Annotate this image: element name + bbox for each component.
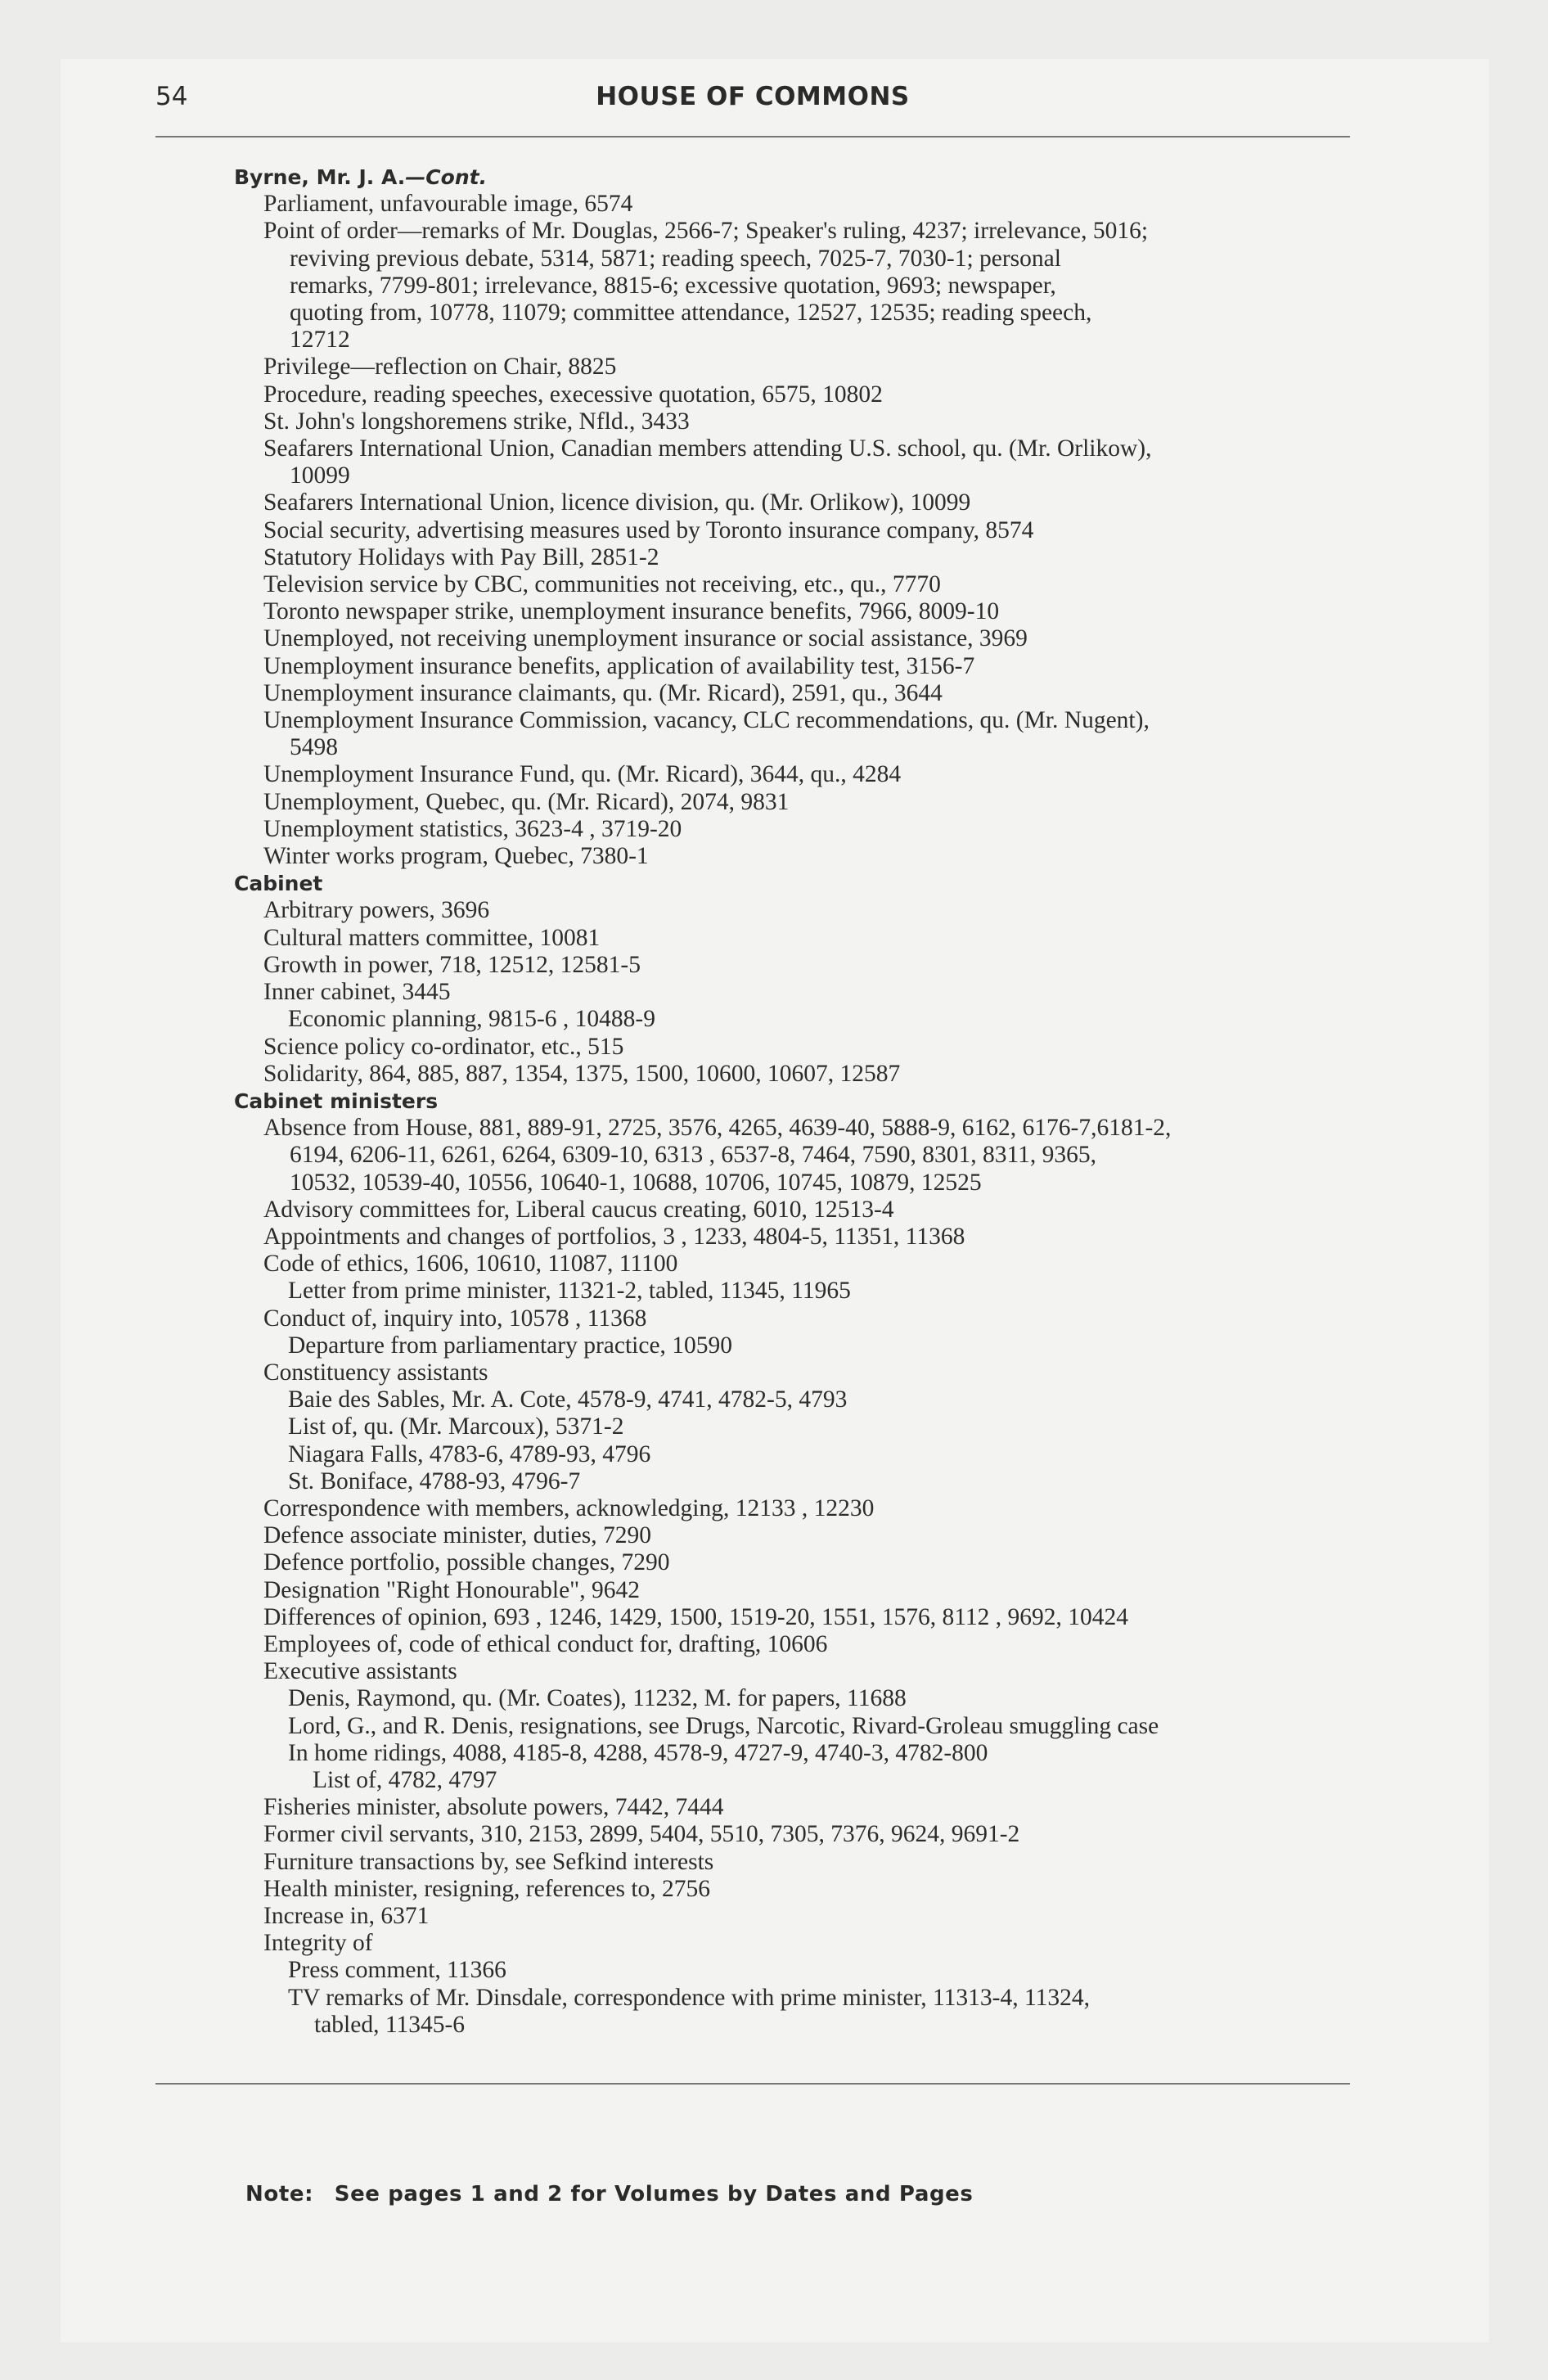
index-entry: [245, 571, 1366, 598]
index-entry: [245, 191, 1366, 218]
entry-line: Toronto newspaper strike, unemployment insurance benefits, 7966, 8009-10: [263, 598, 1000, 625]
entry-line: St. Boniface, 4788-93, 4796-7: [288, 1467, 581, 1494]
index-entry: [245, 1957, 1366, 1984]
entry-line: Science policy co-ordinator, etc., 515: [263, 1033, 624, 1060]
index-entry: [245, 435, 1366, 489]
entry-line: Defence portfolio, possible changes, 7290: [263, 1549, 670, 1576]
entry-line: Defence associate minister, duties, 7290: [263, 1522, 651, 1549]
index-entry: [245, 489, 1366, 516]
index-entry: [245, 598, 1366, 625]
entry-line: Statutory Holidays with Pay Bill, 2851-2: [263, 543, 659, 570]
index-entry: [245, 1549, 1366, 1576]
entry-line: Letter from prime minister, 11321-2, tabled, 11345, 11965: [288, 1278, 851, 1305]
index-entry: [245, 925, 1366, 952]
entry-line: Code of ethics, 1606, 10610, 11087, 11100: [263, 1251, 678, 1278]
footer-rule: [155, 2083, 1350, 2085]
index-entry: [245, 1930, 1366, 1957]
entry-line: Point of order—remarks of Mr. Douglas, 2566-7; Speaker's ruling, 4237; irrelevance, 5016;: [263, 218, 1149, 245]
entry-continuation-line: 6194, 6206-11, 6261, 6264, 6309-10, 6313 , 6537-8, 7464, 7590, 8301, 8311, 9365,: [290, 1142, 1097, 1169]
entry-line: Employees of, code of ethical conduct for, drafting, 10606: [263, 1630, 828, 1657]
entry-line: Designation "Right Honourable", 9642: [263, 1576, 640, 1603]
index-entry: [245, 1495, 1366, 1522]
entry-continuation-line: reviving previous debate, 5314, 5871; reading speech, 7025-7, 7030-1; personal: [290, 245, 1061, 272]
entry-line: Arbitrary powers, 3696: [263, 897, 490, 924]
entry-line: Lord, G., and R. Denis, resignations, see Drugs, Narcotic, Rivard-Groleau smuggling case: [288, 1712, 1159, 1739]
index-entry: [245, 1224, 1366, 1251]
index-entry: [245, 1332, 1366, 1359]
index-entry: [245, 1577, 1366, 1604]
page-number: 54: [155, 82, 188, 111]
entry-line: In home ridings, 4088, 4185-8, 4288, 4578-9, 4727-9, 4740-3, 4782-800: [288, 1739, 988, 1766]
entry-line: Seafarers International Union, licence division, qu. (Mr. Orlikow), 10099: [263, 489, 971, 516]
entry-line: Television service by CBC, communities not receiving, etc., qu., 7770: [263, 571, 941, 598]
index-entry: [245, 218, 1366, 354]
index-entry: [245, 1413, 1366, 1440]
index-entry: [245, 625, 1366, 652]
index-entry: [245, 517, 1366, 544]
footnote-text: See pages 1 and 2 for Volumes by Dates and Pages: [334, 2182, 974, 2206]
entry-continuation-line: tabled, 11345-6: [314, 2011, 466, 2038]
entry-line: Procedure, reading speeches, execessive quotation, 6575, 10802: [263, 381, 883, 408]
entry-line: Unemployed, not receiving unemployment insurance or social assistance, 3969: [263, 625, 1028, 652]
entry-line: Furniture transactions by, see Sefkind interests: [263, 1848, 714, 1875]
index-entry: [245, 1767, 1366, 1794]
entry-line: Unemployment statistics, 3623-4 , 3719-20: [263, 815, 682, 842]
index-entry: [245, 1006, 1366, 1033]
entry-line: Unemployment Insurance Commission, vacancy, CLC recommendations, qu. (Mr. Nugent),: [263, 707, 1150, 734]
entry-line: Executive assistants: [263, 1658, 457, 1685]
entry-line: Unemployment, Quebec, qu. (Mr. Ricard), 2074, 9831: [263, 788, 790, 815]
entry-line: Former civil servants, 310, 2153, 2899, 5404, 5510, 7305, 7376, 9624, 9691-2: [263, 1821, 1020, 1848]
index-column: [234, 164, 1366, 2039]
index-entry: [245, 1251, 1366, 1278]
index-entry: [245, 952, 1366, 979]
index-entry: [245, 1658, 1366, 1685]
index-entry: [245, 1197, 1366, 1224]
heading-text: Cabinet ministers: [234, 1089, 439, 1113]
entry-line: Cultural matters committee, 10081: [263, 924, 601, 951]
entry-line: Baie des Sables, Mr. A. Cote, 4578-9, 4741, 4782-5, 4793: [288, 1386, 848, 1413]
index-entry: [245, 1985, 1366, 2039]
index-entry: [245, 653, 1366, 680]
index-heading: [234, 164, 1366, 191]
entry-line: Press comment, 11366: [288, 1957, 506, 1984]
continued-marker: —Cont.: [405, 165, 488, 189]
index-entry: [245, 1115, 1366, 1197]
index-entry: [245, 1278, 1366, 1305]
index-entry: [245, 544, 1366, 571]
index-entry: [245, 1713, 1366, 1740]
index-entry: [245, 1604, 1366, 1631]
index-entry: [245, 816, 1366, 843]
index-entry: [245, 1522, 1366, 1549]
entry-continuation-line: quoting from, 10778, 11079; committee attendance, 12527, 12535; reading speech,: [290, 300, 1092, 327]
entry-continuation-line: 10099: [290, 462, 350, 489]
index-entry: [245, 707, 1366, 761]
index-entry: [245, 1061, 1366, 1088]
entry-line: Absence from House, 881, 889-91, 2725, 3576, 4265, 4639-40, 5888-9, 6162, 6176-7,6181-2,: [263, 1115, 1172, 1142]
index-entry: [245, 1849, 1366, 1876]
entry-line: Differences of opinion, 693 , 1246, 1429, 1500, 1519-20, 1551, 1576, 8112 , 9692, 10424: [263, 1603, 1128, 1630]
index-entry: [245, 1386, 1366, 1413]
index-entry: [245, 680, 1366, 707]
header-rule: [155, 136, 1350, 137]
heading-text: Byrne, Mr. J. A.: [234, 165, 406, 189]
index-heading: [234, 1088, 1366, 1115]
entry-continuation-line: remarks, 7799-801; irrelevance, 8815-6; excessive quotation, 9693; newspaper,: [290, 272, 1056, 299]
entry-line: Unemployment insurance benefits, application of availability test, 3156-7: [263, 652, 975, 679]
entry-continuation-line: 10532, 10539-40, 10556, 10640-1, 10688, 10706, 10745, 10879, 12525: [290, 1169, 982, 1196]
index-entry: [245, 1441, 1366, 1468]
entry-line: Social security, advertising measures used by Toronto insurance company, 8574: [263, 516, 1034, 543]
index-entry: [245, 408, 1366, 435]
entry-line: Winter works program, Quebec, 7380-1: [263, 843, 649, 870]
index-entry: [245, 1740, 1366, 1767]
heading-text: Cabinet: [234, 872, 323, 896]
entry-line: Departure from parliamentary practice, 10590: [288, 1332, 733, 1359]
index-entry: [245, 1631, 1366, 1658]
entry-line: Inner cabinet, 3445: [263, 979, 451, 1006]
index-entry: [245, 1468, 1366, 1495]
entry-line: Unemployment insurance claimants, qu. (Mr. Ricard), 2591, qu., 3644: [263, 679, 943, 706]
entry-line: List of, 4782, 4797: [313, 1766, 497, 1793]
entry-line: Integrity of: [263, 1930, 373, 1957]
entry-continuation-line: 5498: [290, 734, 338, 761]
entry-line: List of, qu. (Mr. Marcoux), 5371-2: [288, 1413, 624, 1440]
index-entry: [245, 761, 1366, 788]
running-title: HOUSE OF COMMONS: [596, 82, 910, 111]
index-entry: [245, 897, 1366, 924]
entry-line: Conduct of, inquiry into, 10578 , 11368: [263, 1305, 647, 1332]
index-heading: [234, 870, 1366, 897]
index-entry: [245, 1821, 1366, 1848]
index-entry: [245, 1359, 1366, 1386]
index-entry: [245, 1794, 1366, 1821]
index-entry: [245, 1685, 1366, 1712]
index-entry: [245, 1903, 1366, 1930]
entry-line: Privilege—reflection on Chair, 8825: [263, 354, 617, 381]
index-entry: [245, 354, 1366, 381]
entry-line: Appointments and changes of portfolios, 3 , 1233, 4804-5, 11351, 11368: [263, 1223, 965, 1250]
entry-line: Correspondence with members, acknowledging, 12133 , 12230: [263, 1494, 875, 1521]
entry-line: Increase in, 6371: [263, 1903, 430, 1929]
entry-continuation-line: 12712: [290, 327, 350, 354]
footnote: [245, 2182, 973, 2206]
entry-line: Fisheries minister, absolute powers, 7442, 7444: [263, 1794, 724, 1821]
entry-line: Unemployment Insurance Fund, qu. (Mr. Ricard), 3644, qu., 4284: [263, 761, 902, 788]
entry-line: TV remarks of Mr. Dinsdale, correspondence with prime minister, 11313-4, 11324,: [288, 1984, 1091, 2011]
index-entry: [245, 843, 1366, 870]
entry-line: Parliament, unfavourable image, 6574: [263, 191, 633, 218]
entry-line: Growth in power, 718, 12512, 12581-5: [263, 951, 641, 978]
entry-line: St. John's longshoremens strike, Nfld., 3433: [263, 408, 690, 435]
entry-line: Health minister, resigning, references to, 2756: [263, 1875, 711, 1902]
entry-line: Economic planning, 9815-6 , 10488-9: [288, 1006, 655, 1033]
entry-line: Niagara Falls, 4783-6, 4789-93, 4796: [288, 1440, 651, 1467]
index-entry: [245, 789, 1366, 816]
index-entry: [245, 1305, 1366, 1332]
entry-line: Denis, Raymond, qu. (Mr. Coates), 11232, M. for papers, 11688: [288, 1685, 907, 1712]
entry-line: Constituency assistants: [263, 1359, 488, 1386]
index-entry: [245, 1876, 1366, 1903]
entry-line: Seafarers International Union, Canadian members attending U.S. school, qu. (Mr. Orlikow),: [263, 435, 1152, 462]
index-entry: [245, 381, 1366, 408]
index-entry: [245, 1034, 1366, 1061]
footnote-label: Note:: [245, 2182, 314, 2206]
index-entry: [245, 979, 1366, 1006]
page-header: [155, 82, 1350, 131]
entry-line: Solidarity, 864, 885, 887, 1354, 1375, 1500, 10600, 10607, 12587: [263, 1060, 901, 1087]
entry-line: Advisory committees for, Liberal caucus creating, 6010, 12513-4: [263, 1196, 894, 1223]
